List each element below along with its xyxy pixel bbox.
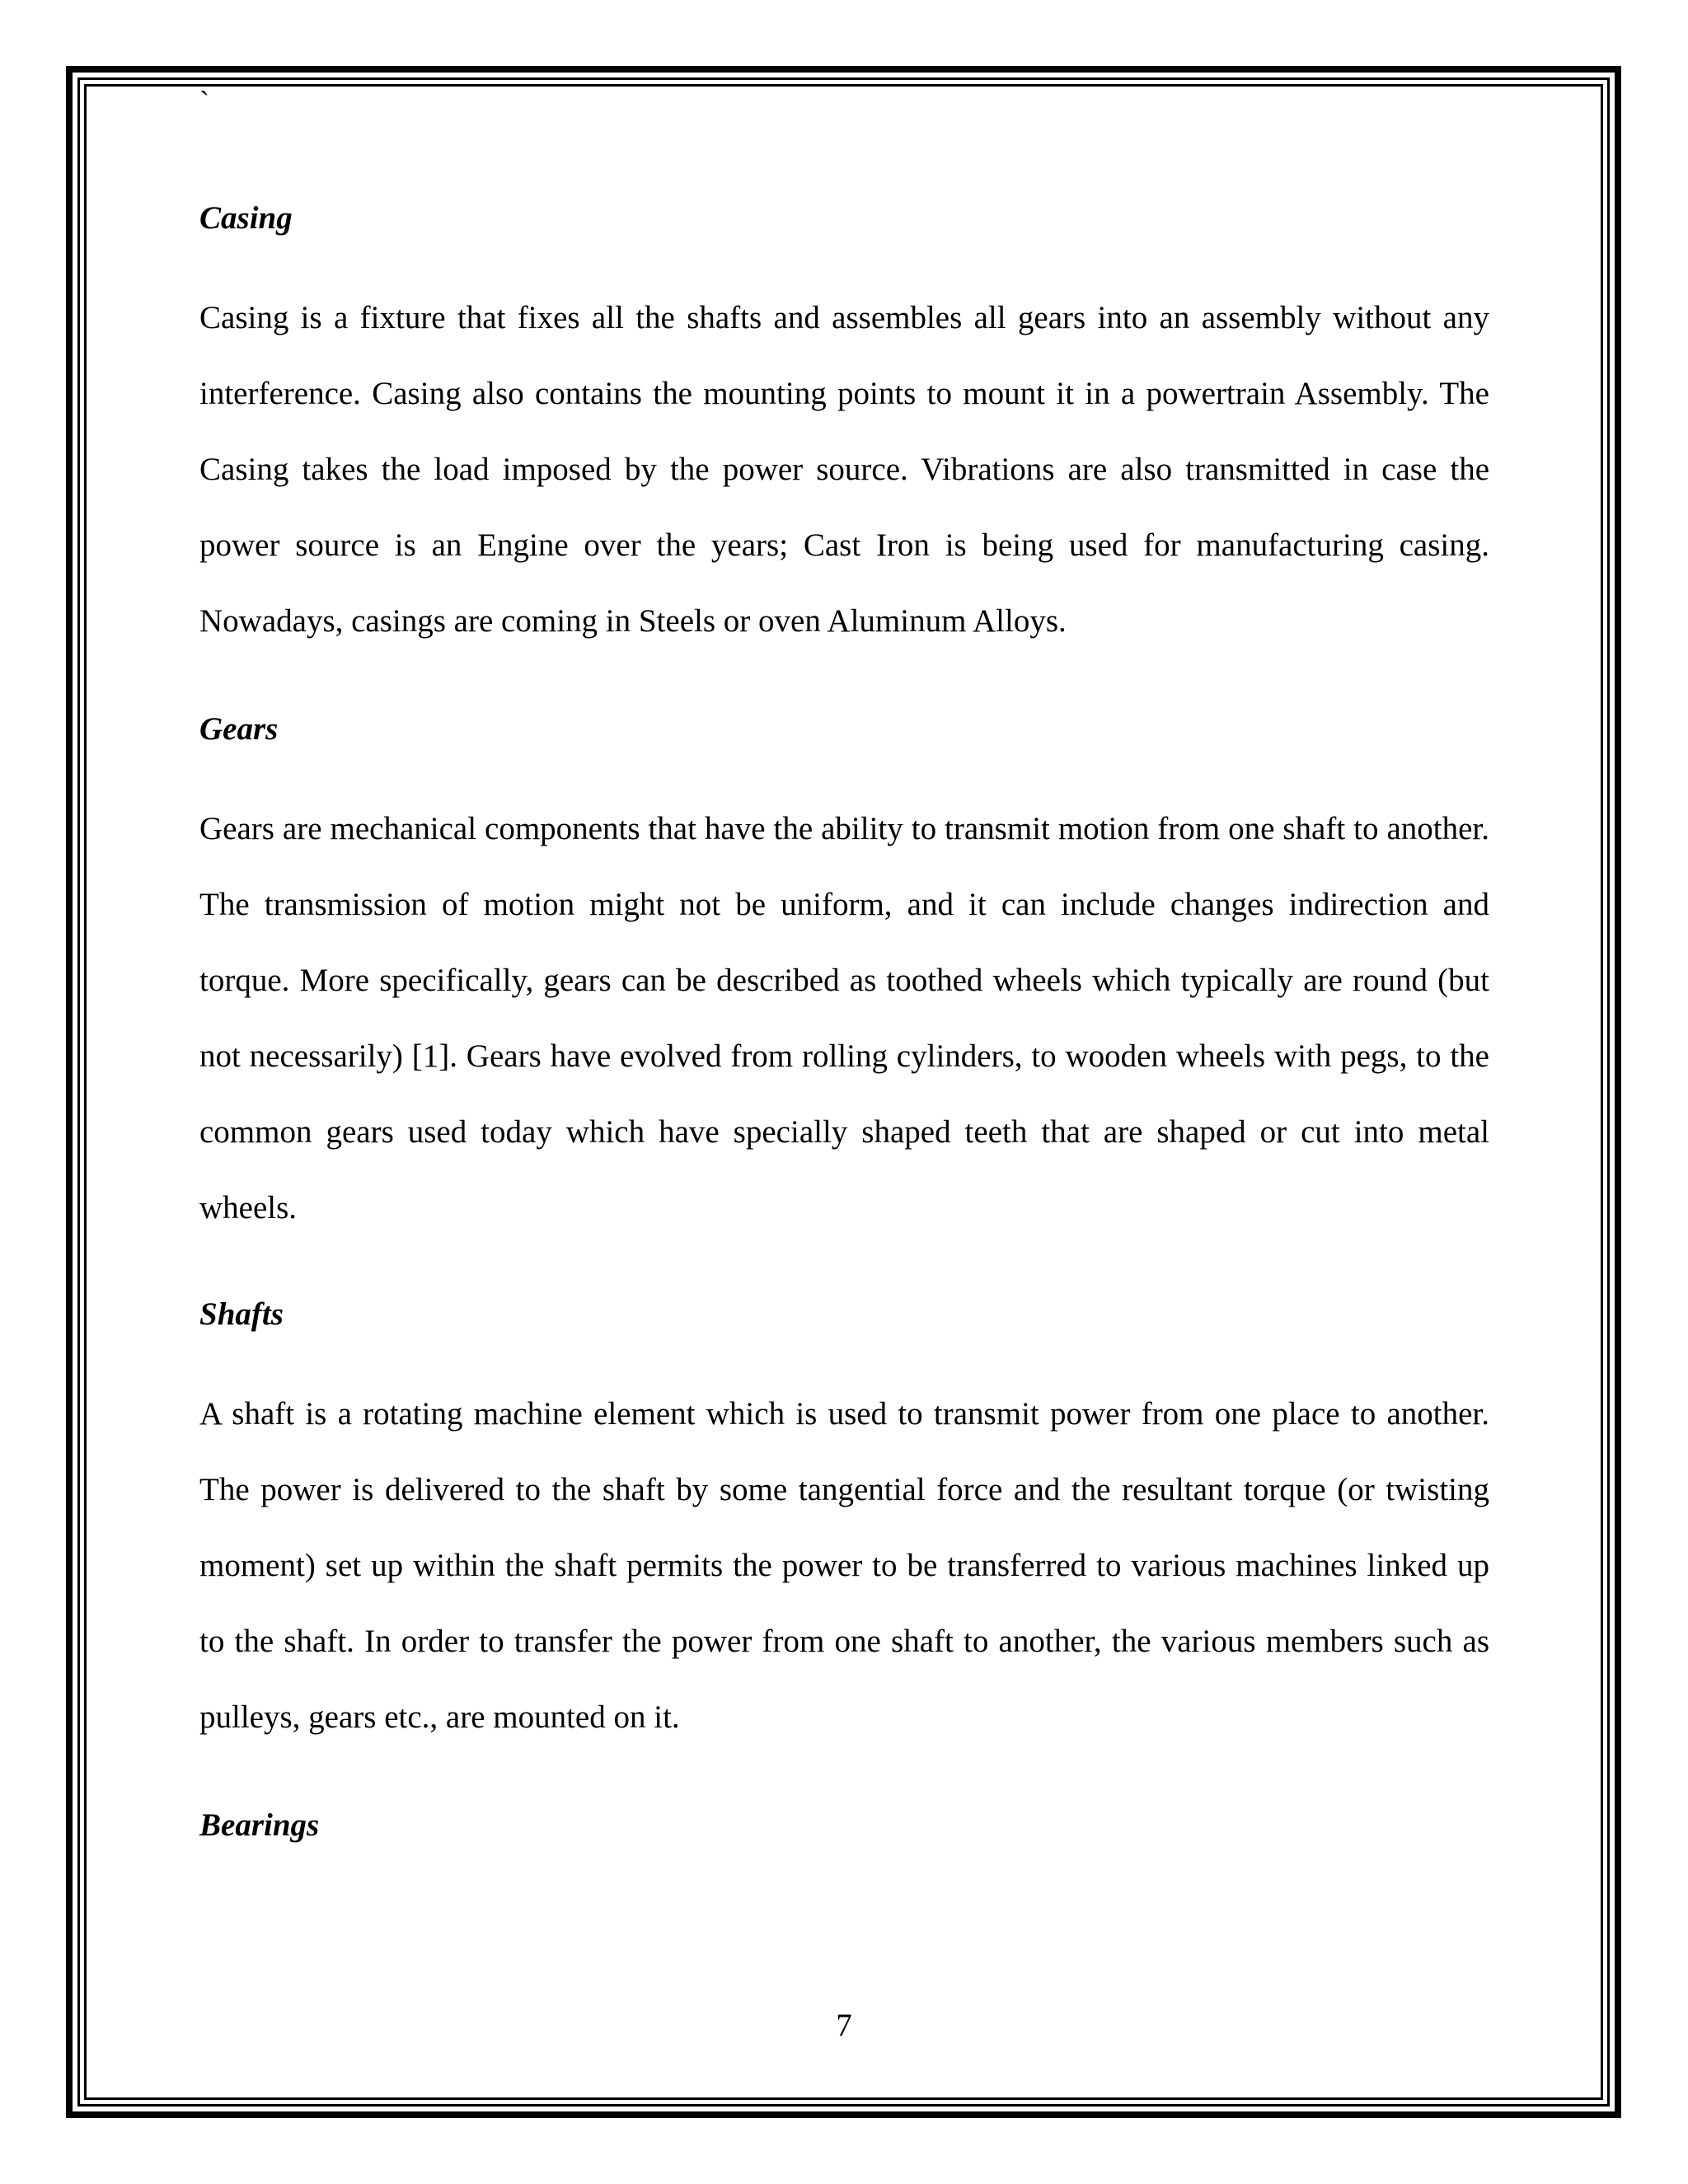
section-heading-shafts: Shafts xyxy=(199,1296,284,1332)
section-body-casing: Casing is a fixture that fixes all the shafts and assembles all gears into an assembly without any interference. Casing also contains the mounting points to mount it in a powertrain Assembly. The Casing takes the load imposed by the power source. Vibrations are also transmitted in case the power source is an Engine over the years; Cast Iron is being used for manufacturing casing. Nowadays, casings are coming in Steels or oven Aluminum Alloys. xyxy=(199,300,1489,639)
section-heading-bearings: Bearings xyxy=(199,1807,320,1843)
section-heading-casing: Casing xyxy=(199,200,293,236)
stray-mark: ` xyxy=(199,85,209,118)
section-heading-gears: Gears xyxy=(199,711,279,747)
page-number: 7 xyxy=(836,2008,852,2043)
section-body-gears: Gears are mechanical components that have the ability to transmit motion from one shaft to another. The transmission of motion might not be uniform, and it can include changes indirection and torque. More specifically, gears can be described as toothed wheels which typically are round (but not necessarily) [1]. Gears have evolved from rolling cylinders, to wooden wheels with pegs, to the common gears used today which have specially shaped teeth that are shaped or cut into metal wheels. xyxy=(199,811,1489,1226)
section-body-shafts: A shaft is a rotating machine element which is used to transmit power from one place to another. The power is delivered to the shaft by some tangential force and the resultant torque (or twisting moment) set up within the shaft permits the power to be transferred to various machines linked up to the shaft. In order to transfer the power from one shaft to another, the various members such as pulleys, gears etc., are mounted on it. xyxy=(199,1396,1489,1735)
